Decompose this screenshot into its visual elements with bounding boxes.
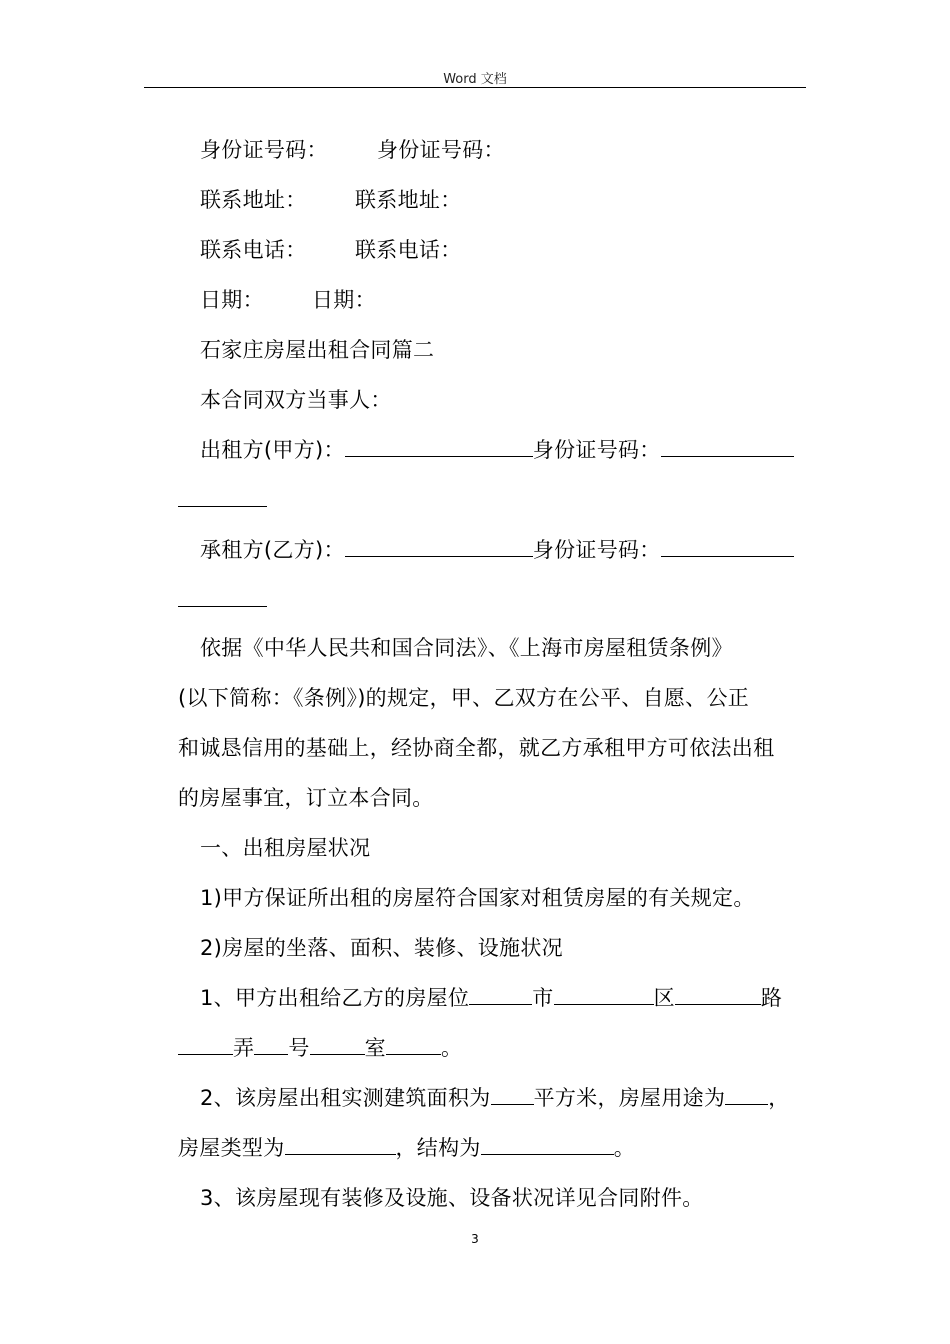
type-text: 房屋类型为 <box>178 1136 285 1160</box>
clause-item: 2)房屋的坐落、面积、装修、设施状况 <box>200 936 563 960</box>
seller-id-label: 身份证号码： <box>377 138 505 162</box>
date-label-a: 日期： <box>200 288 264 312</box>
location-line <box>200 983 782 1013</box>
blank-field <box>285 1136 396 1155</box>
date-label-b: 日期： <box>312 288 376 312</box>
address-label-b: 联系地址： <box>355 188 462 212</box>
lessee-id-blank <box>661 538 794 557</box>
number-label: 号 <box>288 1036 310 1060</box>
lessee-label: 承租方(乙方)： <box>200 538 345 562</box>
usage-text: 平方米，房屋用途为 <box>533 1086 726 1110</box>
room-label: 室 <box>364 1036 386 1060</box>
city-label: 市 <box>532 986 554 1010</box>
clause-item: 1)甲方保证所出租的房屋符合国家对租赁房屋的有关规定。 <box>200 886 755 910</box>
lessor-id-continuation <box>178 485 267 515</box>
clause-item: 3、该房屋现有装修及设施、设备状况详见合同附件。 <box>200 1186 704 1210</box>
lessor-label: 出租方(甲方)： <box>200 438 345 462</box>
parties-heading: 本合同双方当事人： <box>200 388 392 412</box>
comma: ， <box>768 1086 790 1110</box>
paragraph-line: 的房屋事宜，订立本合同。 <box>178 786 434 810</box>
paragraph-line: (以下简称：《条例》)的规定，甲、乙双方在公平、自愿、公正 <box>178 686 750 710</box>
header-rule <box>144 87 806 88</box>
blank-field <box>725 1086 768 1105</box>
phone-label-a: 联系电话： <box>200 238 307 262</box>
blank-field <box>554 986 654 1005</box>
lessee-id-blank-cont <box>178 588 267 607</box>
lessor-line <box>200 435 794 465</box>
lessee-id-continuation <box>178 585 267 615</box>
blank-field <box>469 986 532 1005</box>
paragraph-line: 依据《中华人民共和国合同法》、《上海市房屋租赁条例》 <box>200 636 733 660</box>
clause-heading: 一、出租房屋状况 <box>200 836 371 860</box>
type-line <box>178 1133 635 1163</box>
phone-label-b: 联系电话： <box>355 238 462 262</box>
blank-field <box>178 1036 233 1055</box>
buyer-id-label: 身份证号码： <box>200 138 328 162</box>
lane-label: 弄 <box>233 1036 255 1060</box>
lessee-line <box>200 535 794 565</box>
area-text: 2、该房屋出租实测建筑面积为 <box>200 1086 491 1110</box>
lessor-id-blank-cont <box>178 488 267 507</box>
blank-field <box>491 1086 534 1105</box>
location-text: 1、甲方出租给乙方的房屋位 <box>200 986 470 1010</box>
blank-field <box>481 1136 614 1155</box>
location-line-2 <box>178 1033 462 1063</box>
section-title: 石家庄房屋出租合同篇二 <box>200 338 435 362</box>
lessee-id-label: 身份证号码： <box>532 538 661 562</box>
page-header-title: Word 文档 <box>443 72 507 87</box>
paragraph-line: 和诚恳信用的基础上，经协商全都，就乙方承租甲方可依法出租 <box>178 736 775 760</box>
address-label-a: 联系地址： <box>200 188 307 212</box>
blank-field <box>310 1036 365 1055</box>
lessor-id-label: 身份证号码： <box>532 438 661 462</box>
period: 。 <box>440 1036 463 1060</box>
period: 。 <box>613 1136 636 1160</box>
blank-field <box>386 1036 441 1055</box>
lessor-id-blank <box>661 438 794 457</box>
blank-field <box>254 1036 288 1055</box>
road-label: 路 <box>760 986 783 1010</box>
area-line <box>200 1083 790 1113</box>
blank-field <box>675 986 761 1005</box>
lessee-name-blank <box>345 538 533 557</box>
page-number: 3 <box>471 1232 479 1246</box>
district-label: 区 <box>653 986 675 1010</box>
structure-text: ，结构为 <box>395 1136 481 1160</box>
lessor-name-blank <box>345 438 533 457</box>
